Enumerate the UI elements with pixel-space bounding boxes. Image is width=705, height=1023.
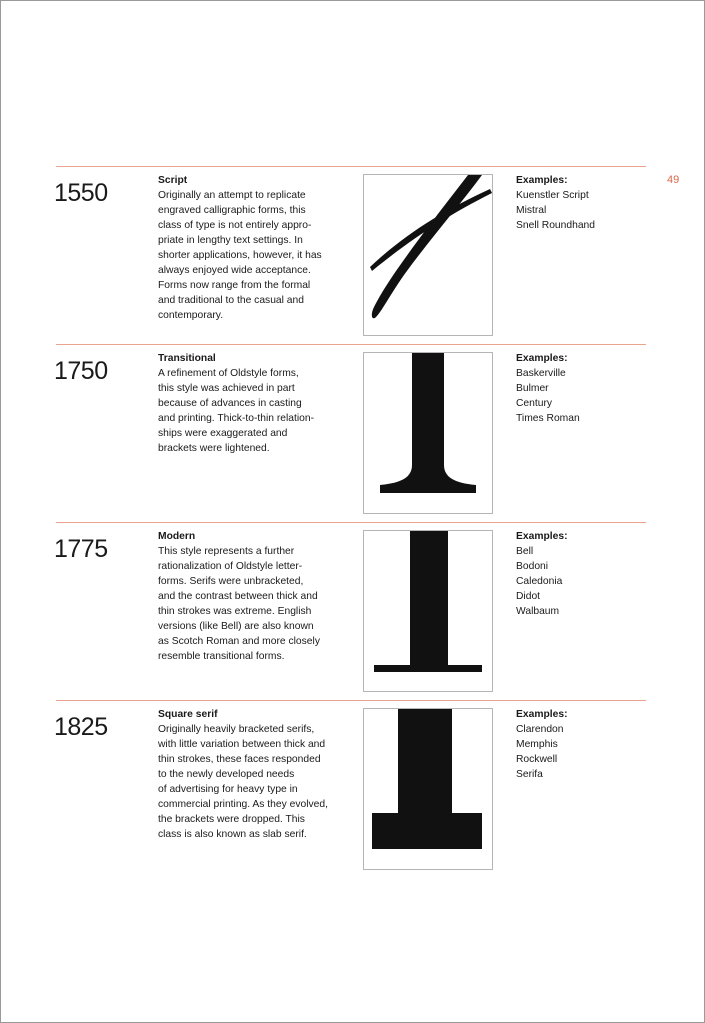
description-line: resemble transitional forms. bbox=[158, 651, 285, 662]
class-title: Square serif bbox=[158, 709, 218, 720]
description-line: always enjoyed wide acceptance. bbox=[158, 265, 311, 276]
description-line: ships were exaggerated and bbox=[158, 428, 288, 439]
description-line: and the contrast between thick and bbox=[158, 591, 318, 602]
description-line: This style represents a further bbox=[158, 546, 295, 557]
transitional-serif-figure bbox=[363, 352, 493, 514]
description-line: of advertising for heavy type in bbox=[158, 784, 298, 795]
description-line: engraved calligraphic forms, this bbox=[158, 205, 306, 216]
class-title: Transitional bbox=[158, 353, 216, 364]
page-number: 49 bbox=[667, 174, 680, 186]
description-line: priate in lengthy text settings. In bbox=[158, 235, 303, 246]
examples-heading: Examples: bbox=[516, 353, 568, 364]
examples-block bbox=[516, 529, 656, 619]
description-line: thin strokes, these faces responded bbox=[158, 754, 321, 765]
year-label: 1825 bbox=[54, 713, 108, 741]
example-typeface: Caledonia bbox=[516, 576, 563, 587]
description-block bbox=[158, 173, 348, 323]
type-class-row-transitional bbox=[56, 344, 646, 523]
example-typeface: Baskerville bbox=[516, 368, 566, 379]
example-typeface: Rockwell bbox=[516, 754, 558, 765]
description-line: forms. Serifs were unbracketed, bbox=[158, 576, 304, 587]
examples-heading: Examples: bbox=[516, 709, 568, 720]
description-line: thin strokes was extreme. English bbox=[158, 606, 312, 617]
description-line: Originally an attempt to replicate bbox=[158, 190, 306, 201]
description-line: brackets were lightened. bbox=[158, 443, 270, 454]
description-line: versions (like Bell) are also known bbox=[158, 621, 314, 632]
example-typeface: Times Roman bbox=[516, 413, 580, 424]
example-typeface: Century bbox=[516, 398, 553, 409]
examples-heading: Examples: bbox=[516, 531, 568, 542]
description-line: shorter applications, however, it has bbox=[158, 250, 322, 261]
type-class-row-script bbox=[56, 166, 646, 345]
type-class-row-square-serif bbox=[56, 700, 646, 879]
example-typeface: Didot bbox=[516, 591, 541, 602]
description-block bbox=[158, 707, 348, 842]
example-typeface: Walbaum bbox=[516, 606, 560, 617]
description-line: because of advances in casting bbox=[158, 398, 302, 409]
examples-block bbox=[516, 173, 656, 233]
year-label: 1550 bbox=[54, 179, 108, 207]
description-line: rationalization of Oldstyle letter- bbox=[158, 561, 303, 572]
slab-serif-figure bbox=[363, 708, 493, 870]
description-line: class of type is not entirely appro- bbox=[158, 220, 312, 231]
example-typeface: Bell bbox=[516, 546, 534, 557]
type-class-row-modern bbox=[56, 522, 646, 701]
example-typeface: Memphis bbox=[516, 739, 558, 750]
description-line: Originally heavily bracketed serifs, bbox=[158, 724, 315, 735]
example-typeface: Mistral bbox=[516, 205, 547, 216]
description-block bbox=[158, 529, 348, 664]
example-typeface: Clarendon bbox=[516, 724, 564, 735]
examples-heading: Examples: bbox=[516, 175, 568, 186]
description-line: the brackets were dropped. This bbox=[158, 814, 305, 825]
examples-block bbox=[516, 351, 656, 426]
example-typeface: Bulmer bbox=[516, 383, 549, 394]
examples-block bbox=[516, 707, 656, 782]
class-title: Script bbox=[158, 175, 188, 186]
year-label: 1750 bbox=[54, 357, 108, 385]
description-line: A refinement of Oldstyle forms, bbox=[158, 368, 299, 379]
class-title: Modern bbox=[158, 531, 196, 542]
description-line: this style was achieved in part bbox=[158, 383, 295, 394]
example-typeface: Serifa bbox=[516, 769, 543, 780]
description-line: to the newly developed needs bbox=[158, 769, 295, 780]
description-line: with little variation between thick and bbox=[158, 739, 326, 750]
description-line: contemporary. bbox=[158, 310, 224, 321]
year-label: 1775 bbox=[54, 535, 108, 563]
example-typeface: Bodoni bbox=[516, 561, 549, 572]
description-block bbox=[158, 351, 348, 456]
example-typeface: Snell Roundhand bbox=[516, 220, 596, 231]
description-line: class is also known as slab serif. bbox=[158, 829, 307, 840]
description-line: Forms now range from the formal bbox=[158, 280, 311, 291]
description-line: and printing. Thick-to-thin relation- bbox=[158, 413, 315, 424]
description-line: commercial printing. As they evolved, bbox=[158, 799, 328, 810]
modern-serif-figure bbox=[363, 530, 493, 692]
description-line: as Scotch Roman and more closely bbox=[158, 636, 320, 647]
example-typeface: Kuenstler Script bbox=[516, 190, 589, 201]
script-stroke-figure bbox=[363, 174, 493, 336]
description-line: and traditional to the casual and bbox=[158, 295, 304, 306]
